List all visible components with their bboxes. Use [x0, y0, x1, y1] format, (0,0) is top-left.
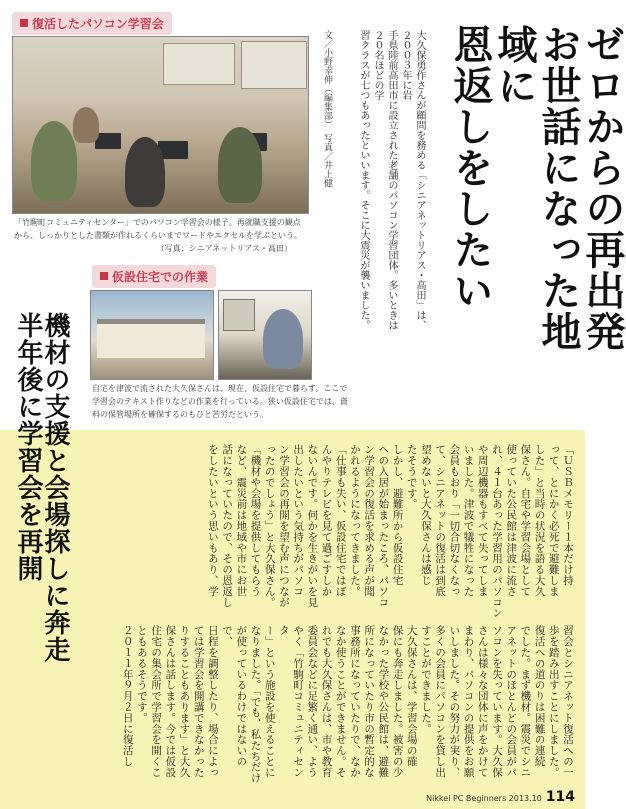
body-text-column: など、震災前は地域や市にお世: [235, 444, 248, 597]
body-text-column: いしました。その努力が実り、: [448, 625, 461, 778]
body-text-column: って、とにかく必死で避難しま: [547, 444, 560, 597]
caption-credit: （写真：シニアネットリアス・高田）: [156, 244, 292, 253]
body-text-column: れでも大久保さんは、市や教育: [320, 625, 333, 778]
magazine-name: Nikkei PC Beginners 2013.10: [426, 794, 542, 803]
body-text-column: かれるようになってきました。: [348, 444, 361, 597]
housing-photo-caption: [92, 382, 352, 421]
temporary-housing-photo: [90, 290, 214, 380]
body-text-column: 習会とシニアネット復活への一: [562, 625, 574, 778]
body-text-column: 会員もおり「一切合切なくなっ: [448, 444, 461, 597]
body-text-column: 保さん。自宅や学習会場として: [519, 444, 532, 597]
body-text-column: への入居が始まったころ、パソコ: [377, 444, 390, 608]
page-footer: [426, 789, 575, 805]
headline-line: 恩返しをしたい: [447, 24, 494, 311]
photo-window-shape: [241, 41, 307, 89]
body-text-column: アネットのほとんどの会員がパ: [505, 625, 518, 778]
sub-headline: [14, 312, 68, 732]
body-text-column: なかった学校や公民館は、避難: [377, 625, 390, 778]
body-text-column: 保さんは話します。今では仮設: [164, 625, 177, 778]
body-text-column: 住宅の集会所で学習会を開くこ: [150, 625, 163, 778]
body-text-column: なりました。「でも、私たちだけ: [249, 625, 262, 784]
body-text-column: まわり、パソコンの提供をお願: [462, 625, 475, 778]
photo-person-shape: [125, 137, 165, 207]
section-tag-top: [12, 12, 172, 35]
body-text-column: 「ＵＳＢメモリー１本だけ持: [562, 444, 574, 586]
tag-marker-icon: [20, 19, 28, 27]
body-text-column: 委員会などに足繁く通い、よう: [306, 625, 319, 778]
body-text-column: した」と当時の状況を語る大久: [533, 444, 546, 597]
body-text-column: やく「竹駒町コミュニティセンタ: [277, 625, 305, 778]
body-text-column: 「機材や会場を提供してもらう: [249, 444, 262, 597]
body-text-column: ったのでしょう」と大久保さん。: [263, 444, 276, 608]
body-text-column: 保にも奔走しました。被害の少: [391, 625, 404, 778]
body-text-column: すことができました。: [419, 625, 432, 734]
credit-line: 文／小野幸伸（編集部） 写真／井上健: [322, 30, 332, 188]
body-text-lower: [85, 625, 575, 785]
photo-printer-shape: [223, 299, 255, 331]
body-text-column: 出したいという気持ちがパソコ: [292, 444, 305, 597]
photo-person-shape: [218, 127, 262, 203]
photo-person-shape: [263, 309, 303, 369]
section-tag-middle-label: 仮設住宅での作業: [112, 270, 209, 284]
lead-paragraph: [356, 30, 426, 330]
headline-line: ゼロからの再出発: [579, 24, 626, 352]
photo-laptop-shape: [95, 133, 121, 149]
body-text-column: て、シニアネットの復活は到底: [434, 444, 447, 597]
body-text-column: や周辺機器もすべて失ってしま: [476, 444, 489, 597]
body-text-column: んやりテレビを見て過ごすしか: [320, 444, 333, 597]
body-text-column: 大久保さんは、学習会場の確: [405, 625, 418, 767]
author-credit: [321, 30, 333, 250]
body-text-column: ー」という施設を使えることに: [263, 625, 276, 778]
caption-line: 「竹駒町コミュニティセンター」でのパソコン学習会の様子。再就職支援の観点: [14, 218, 301, 227]
body-text-column: たそうです。: [405, 444, 418, 510]
body-text-column: 日程を調整したり、場合によっ: [206, 625, 219, 778]
body-text-upper: [85, 444, 575, 619]
caption-line: 料の保管場所を確保するのもひと苦労だという。: [92, 410, 268, 419]
section-tag-middle: [92, 265, 216, 288]
caption-line: から、しっかりとした書類が作れるくらいまでワードやエクセルを学ぶという。: [14, 231, 302, 240]
body-text-column: いました。津波で犠牲になった: [462, 444, 475, 597]
body-text-column: 話になっていたので、その恩返し: [221, 444, 234, 608]
sub-headline-line: 半年後に学習会を再開: [13, 312, 43, 582]
body-text-column: ン学習会の再開を望む声につなが: [277, 444, 290, 608]
body-text-column: 望めないと大久保さんは感じ: [419, 444, 432, 586]
body-text-column: ないんです。何かを生きがいを見: [306, 444, 319, 608]
body-text-column: 歩を踏み出すことにしました。: [547, 625, 560, 778]
body-text-column: をしたいという思いもあり、学: [206, 444, 219, 597]
body-text-column: ン学習会の復活を求める声が聞: [363, 444, 376, 597]
body-text-column: れ、４１台あった学習用のパソコン: [490, 444, 503, 619]
photo-person-shape: [31, 121, 77, 201]
body-text-column: なか使うことができません。そ: [334, 625, 347, 778]
lead-line: 手県陸前高田市に設立された老舗のパソコン学習団体。多いときは２０名ほどの学: [372, 30, 397, 330]
photo-window-shape: [163, 43, 235, 85]
lead-line: 習クラスが七つもあったといいます。そこに大震災が襲いました。: [358, 30, 369, 330]
classroom-photo: [12, 36, 309, 214]
sub-headline-line: 機材の支援と会場探しに奔走: [40, 312, 70, 663]
lead-line: 大久保勇作さんが顧問を務める「シニアネットリアス・高田」は、２００３年に岩: [400, 30, 425, 330]
body-text-column: りすることもあります」と大久: [178, 625, 191, 778]
body-text-column: ２０１１年９月２日に復活し: [121, 625, 134, 767]
body-text-column: 多くの会員にパソコンを貸し出: [434, 625, 447, 778]
headline-line: お世話になった地域に: [491, 24, 582, 352]
body-text-column: ともあるそうです。: [135, 625, 148, 724]
body-text-column: さんは様々な団体に声をかけて: [476, 625, 489, 778]
man-at-desk-photo: [218, 290, 312, 380]
caption-line: 学習会のテキスト作りなどの作業を行っている。狭い仮設住宅では、資: [92, 397, 348, 406]
headline: [448, 24, 624, 384]
body-text-column: 所になっていたり市の暫定的な: [363, 625, 376, 778]
section-tag-top-label: 復活したパソコン学習会: [32, 17, 164, 31]
page-number: 114: [545, 789, 575, 805]
body-text-column: しかし、避難所から仮設住宅: [391, 444, 404, 586]
body-text-column: ては学習会を開講できなかった: [192, 625, 205, 778]
body-text-column: が使っているわけではないので、: [221, 625, 248, 767]
tag-marker-icon: [100, 272, 108, 280]
body-text-column: ソコンを失っています。大久保: [490, 625, 503, 778]
body-text-column: 復活への道のりは困難の連続: [533, 625, 546, 767]
photo-building-shape: [97, 319, 205, 358]
photo-person-shape: [73, 107, 99, 143]
body-text-column: 「仕事も失い、仮設住宅ではぼ: [334, 444, 347, 597]
caption-line: 自宅を津波で流された大久保さんは、現在、仮設住宅で暮らす。ここで: [92, 384, 348, 393]
body-text-column: でした。まず機材。震災でシニ: [519, 625, 532, 778]
body-text-column: 使っていた公民館は津波に流さ: [505, 444, 518, 597]
classroom-photo-caption: [14, 216, 314, 255]
body-text-column: 事務所になっていたりで、なか: [348, 625, 361, 778]
